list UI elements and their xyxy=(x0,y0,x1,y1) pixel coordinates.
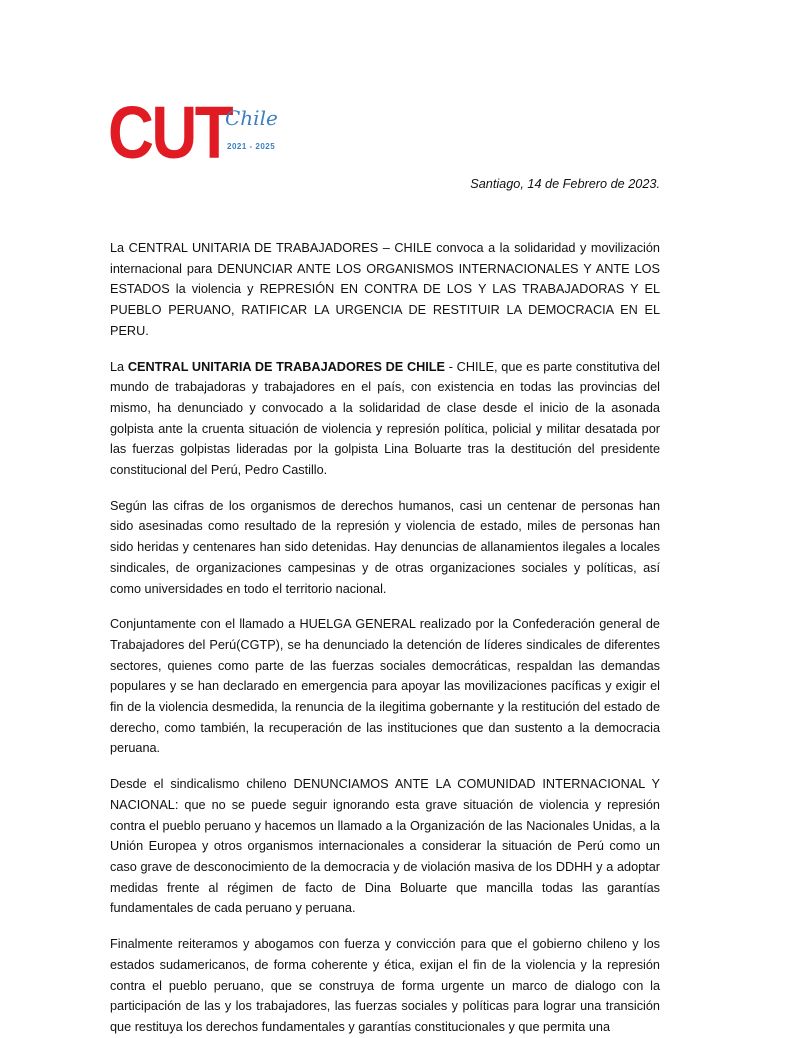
paragraph-general-strike: Conjuntamente con el llamado a HUELGA GENERAL realizado por la Confederación general de Trabajadores del Perú(CGTP), se ha denunciado la detención de líderes sindicales de diferentes sectores, quienes como parte de las fuerzas sociales democráticas, respaldan las demandas populares y se han declarado en emergencia para apoyar las movilizaciones pacíficas y exigir el fin de la violencia desmedida, la renuncia de la ilegitima gobernante y la restitución del estado de derecho, como también, la recuperación de las instituciones que dan sustento a la democracia peruana. xyxy=(110,617,660,756)
letter-body xyxy=(110,238,660,1038)
dateline: Santiago, 14 de Febrero de 2023. xyxy=(470,177,660,191)
logo-years-text: 2021 - 2025 xyxy=(227,142,276,151)
paragraph-final-appeal: Finalmente reiteramos y abogamos con fuerza y convicción para que el gobierno chileno y los estados sudamericanos, de forma coherente y ética, exijan el fin de la violencia y la represión contra el pueblo peruano, que se construya de forma urgente un marco de dialogo con la participación de las y los trabajadores, las fuerzas sociales y políticas para lograr una transición que restituya los derechos fundamentales y garantías constitucionales y que permita una xyxy=(110,937,660,1034)
cut-chile-logo xyxy=(108,91,278,174)
logo-cut-text: CUT xyxy=(108,91,232,174)
paragraph-denunciation: Desde el sindicalismo chileno DENUNCIAMOS ANTE LA COMUNIDAD INTERNACIONAL Y NACIONAL: que no se puede seguir ignorando esta grave situación de violencia y represión contra el pueblo peruano y hacemos un llamado a la Organización de las Nacionales Unidas, a la Unión Europea y otros organismos internacionales a considerar la situación de Perú como un caso grave de desconocimiento de la democracia y de violación masiva de los DDHH y a adoptar medidas frente al régimen de facto de Dina Boluarte que mancilla todas las garantías fundamentales de cada peruano y peruana. xyxy=(110,777,660,916)
organization-name-bold: CENTRAL UNITARIA DE TRABAJADORES DE CHILE xyxy=(127,359,446,374)
paragraph-2-rest: - CHILE, que es parte constitutiva del mundo de trabajadoras y trabajadores en el país, con existencia en todas las provincias del mismo, ha denunciado y convocado a la solidaridad de clase desde el inicio de la asonada golpista ante la cruenta situación de violencia y represión política, policial y militar desatada por las fuerzas golpistas lideradas por la golpista Lina Boluarte tras la destitución del presidente constitucional del Perú, Pedro Castillo. xyxy=(110,359,660,478)
logo-chile-text: Chile xyxy=(225,106,278,130)
paragraph-human-rights-figures: Según las cifras de los organismos de derechos humanos, casi un centenar de personas han sido asesinadas como resultado de la represión y violencia de estado, miles de personas han sido heridas y centenares han sido detenidas. Hay denuncias de allanamientos ilegales a locales sindicales, de organizaciones campesinas y de otras organizaciones sociales y políticas, así como universidades en todo el territorio nacional. xyxy=(110,498,660,596)
paragraph-intro: La CENTRAL UNITARIA DE TRABAJADORES – CHILE convoca a la solidaridad y movilización internacional para DENUNCIAR ANTE LOS ORGANISMOS INTERNACIONALES Y ANTE LOS ESTADOS la violencia y REPRESIÓN EN CONTRA DE LOS Y LAS TRABAJADORAS Y EL PUEBLO PERUANO, RATIFICAR LA URGENCIA DE RESTITUIR LA DEMOCRACIA EN EL PERU. xyxy=(110,241,660,338)
paragraph-central-unitaria xyxy=(110,357,660,481)
paragraph-2-lead: La xyxy=(110,359,128,374)
